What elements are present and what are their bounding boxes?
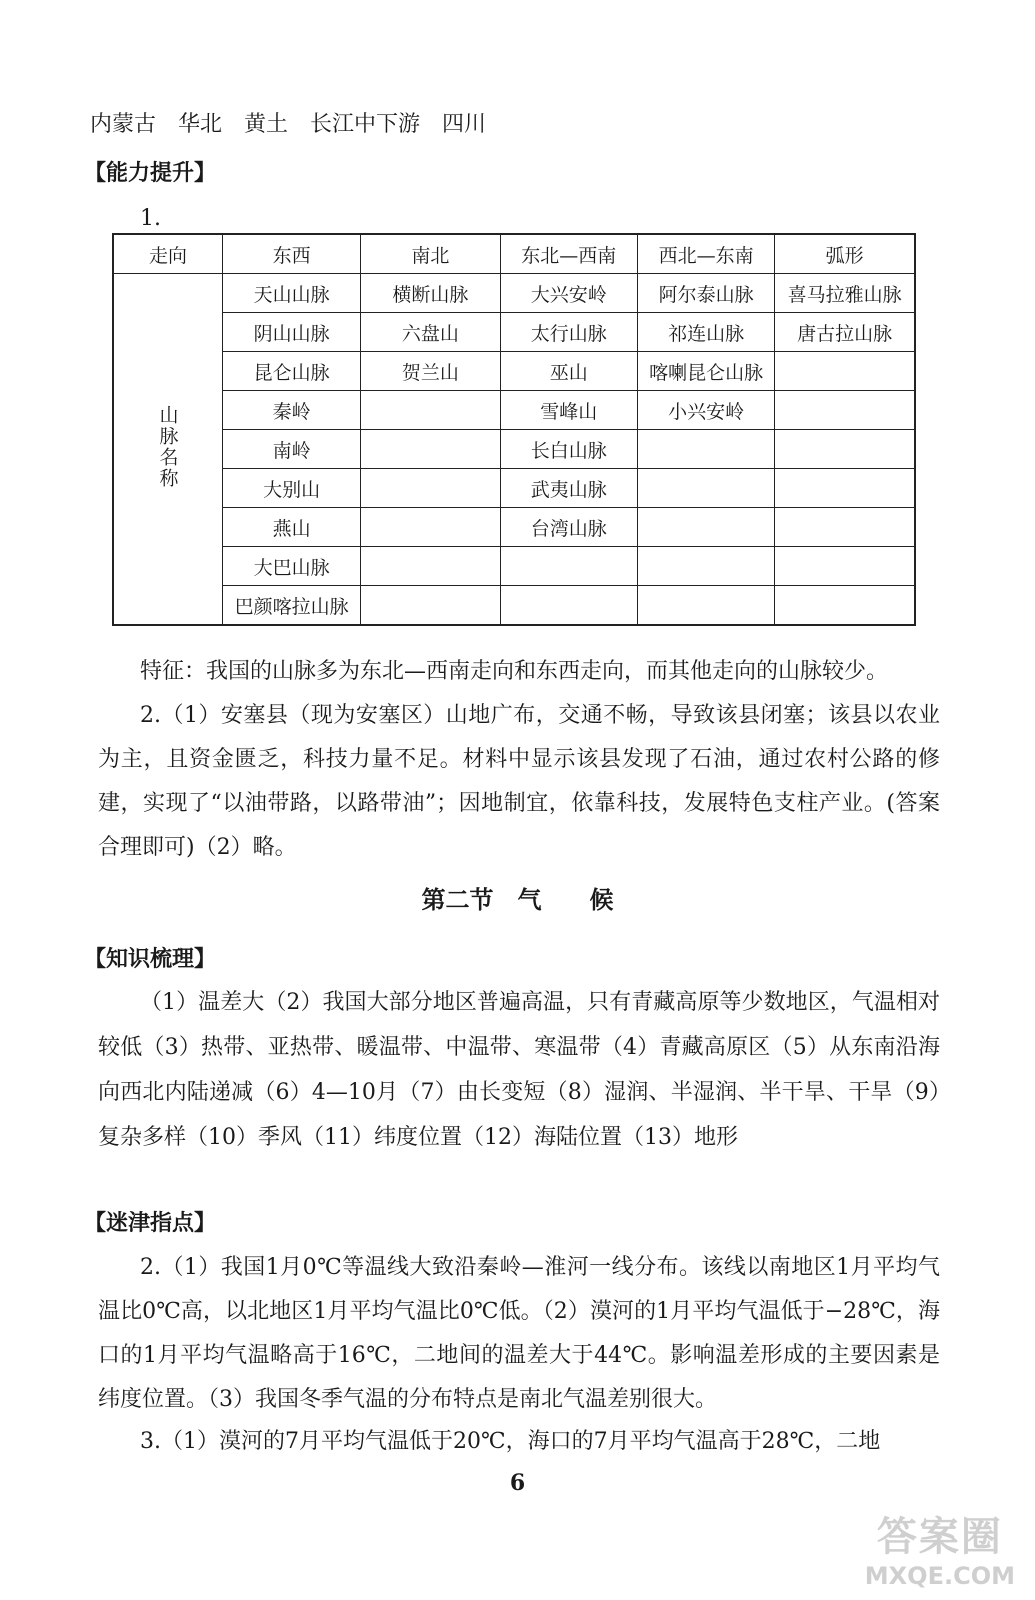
mountain-cell: 喀喇昆仑山脉 [637, 352, 774, 391]
mountain-cell: 太行山脉 [500, 313, 637, 352]
feature-text: 特征：我国的山脉多为东北—西南走向和东西走向，而其他走向的山脉较少。 [140, 659, 889, 684]
section-title: 第二节 气 候 [421, 885, 614, 914]
direction-header-cell: 东西 [223, 234, 361, 274]
table-header-row [113, 234, 915, 274]
mountain-cell [637, 430, 774, 469]
knowledge-heading: 【知识梳理】 [84, 946, 217, 972]
mountain-cell: 横断山脉 [361, 274, 500, 313]
mountain-table [112, 233, 916, 626]
ability-heading: 【能力提升】 [84, 160, 217, 186]
mountain-cell [361, 469, 500, 508]
mountain-cell [361, 508, 500, 547]
mountain-cell: 巴颜喀拉山脉 [223, 586, 361, 626]
direction-header-cell: 弧形 [775, 234, 915, 274]
question-2-text: 2.（1）安塞县（现为安塞区）山地广布，交通不畅，导致该县闭塞；该县以农业为主，且资金匮乏，科技力量不足。材料中显示该县发现了石油，通过农村公路的修建，实现了“以油带路，以路带油”；因地制宜，依靠科技，发展特色支柱产业。(答案合理即可)（2）略。 [98, 703, 940, 860]
mountain-cell: 祁连山脉 [637, 313, 774, 352]
mountain-cell [361, 547, 500, 586]
mountain-cell [775, 352, 915, 391]
question-1-number: 1. [140, 206, 161, 231]
guide-heading: 【迷津指点】 [84, 1210, 217, 1236]
table-row [113, 352, 915, 391]
mountain-cell: 燕山 [223, 508, 361, 547]
table-row [113, 391, 915, 430]
row-label-cell [113, 274, 223, 626]
table-row [113, 547, 915, 586]
header-label-cell: 走向 [113, 234, 223, 274]
mountain-cell [637, 469, 774, 508]
mountain-cell: 阿尔泰山脉 [637, 274, 774, 313]
mountain-cell [500, 547, 637, 586]
table-row [113, 274, 915, 313]
table-body [113, 234, 915, 625]
guide-question-2: 2.（1）我国1月0℃等温线大致沿秦岭—淮河一线分布。该线以南地区1月平均气温比0℃高，以北地区1月平均气温比0℃低。（2）漠河的1月平均气温低于−28℃，海口的1月平均气温略高于16℃，二地间的温差大于44℃。影响温差形成的主要因素是纬度位置。（3）我国冬季气温的分布特点是南北气温差别很大。 [98, 1255, 940, 1412]
mountain-cell: 秦岭 [223, 391, 361, 430]
watermark [865, 1505, 1015, 1590]
mountain-cell [775, 430, 915, 469]
top-line: 内蒙古 华北 黄土 长江中下游 四川 [90, 112, 487, 137]
direction-header-cell: 南北 [361, 234, 500, 274]
mountain-cell [775, 547, 915, 586]
table-row [113, 313, 915, 352]
guide-question-3: 3.（1）漠河的7月平均气温低于20℃，海口的7月平均气温高于28℃，二地 [140, 1429, 881, 1454]
mountain-cell: 南岭 [223, 430, 361, 469]
mountain-cell: 阴山山脉 [223, 313, 361, 352]
mountain-cell [361, 430, 500, 469]
mountain-cell: 六盘山 [361, 313, 500, 352]
mountain-cell: 巫山 [500, 352, 637, 391]
table-row [113, 508, 915, 547]
row-label: 山脉名称 [156, 404, 179, 489]
mountain-cell [775, 391, 915, 430]
mountain-cell: 贺兰山 [361, 352, 500, 391]
mountain-cell: 喜马拉雅山脉 [775, 274, 915, 313]
mountain-cell: 长白山脉 [500, 430, 637, 469]
mountain-cell [361, 586, 500, 626]
watermark-line-1: 答案圈 [876, 1514, 1003, 1560]
mountain-cell [775, 469, 915, 508]
mountain-cell: 小兴安岭 [637, 391, 774, 430]
direction-header-cell: 西北—东南 [637, 234, 774, 274]
knowledge-text: （1）温差大（2）我国大部分地区普遍高温，只有青藏高原等少数地区，气温相对较低（3）热带、亚热带、暖温带、中温带、寒温带（4）青藏高原区（5）从东南沿海向西北内陆递减（6）4—10月（7）由长变短（8）湿润、半湿润、半干旱、干旱（9）复杂多样（10）季风（11）纬度位置（12）海陆位置（13）地形 [98, 990, 940, 1150]
mountain-cell [361, 391, 500, 430]
mountain-cell: 雪峰山 [500, 391, 637, 430]
table-row [113, 469, 915, 508]
mountain-cell: 大巴山脉 [223, 547, 361, 586]
mountain-cell: 唐古拉山脉 [775, 313, 915, 352]
mountain-cell: 大兴安岭 [500, 274, 637, 313]
mountain-cell: 台湾山脉 [500, 508, 637, 547]
mountain-cell [637, 547, 774, 586]
mountain-cell [500, 586, 637, 626]
mountain-cell: 天山山脉 [223, 274, 361, 313]
mountain-cell: 昆仑山脉 [223, 352, 361, 391]
mountain-cell [637, 508, 774, 547]
watermark-line-2: MXQE.COM [864, 1562, 1015, 1590]
mountain-cell: 大别山 [223, 469, 361, 508]
page-number: 6 [509, 1470, 526, 1496]
mountain-cell [637, 586, 774, 626]
table-row [113, 586, 915, 626]
mountain-cell [775, 586, 915, 626]
direction-header-cell: 东北—西南 [500, 234, 637, 274]
mountain-cell: 武夷山脉 [500, 469, 637, 508]
table-row [113, 430, 915, 469]
mountain-cell [775, 508, 915, 547]
